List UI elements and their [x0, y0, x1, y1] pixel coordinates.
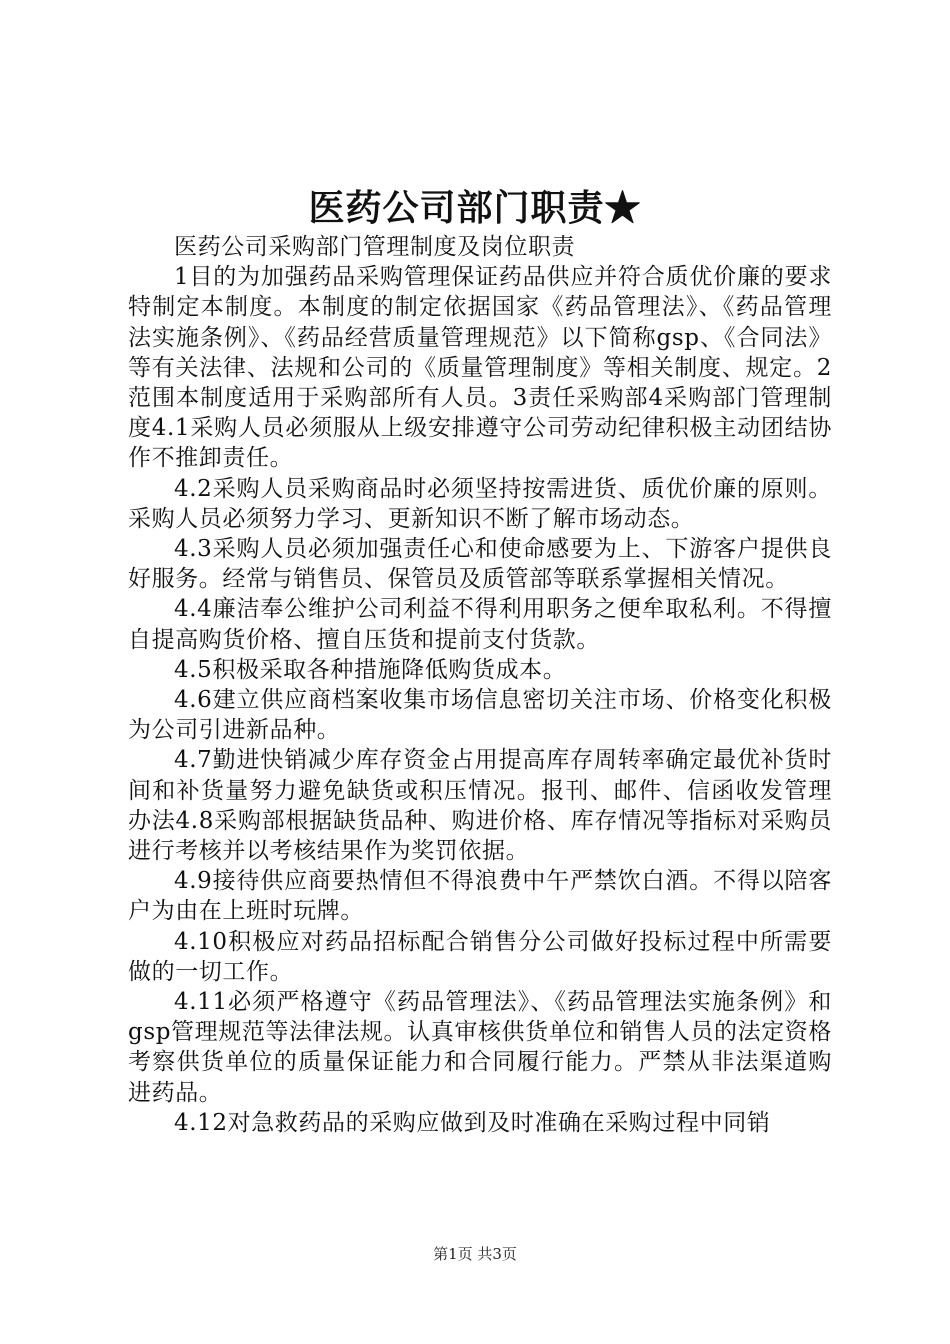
- paragraph-4-6: 4.6建立供应商档案收集市场信息密切关注市场、价格变化积极为公司引进新品种。: [128, 687, 832, 744]
- page-footer: 第1页 共3页: [433, 1245, 517, 1263]
- paragraph-4-9: 4.9接待供应商要热情但不得浪费中午严禁饮白酒。不得以陪客户为由在上班时玩牌。: [128, 868, 832, 925]
- paragraph-4-12: 4.12对急救药品的采购应做到及时准确在采购过程中同销: [174, 1109, 771, 1136]
- paragraph-4-10: 4.10积极应对药品招标配合销售分公司做好投标过程中所需要做的一切工作。: [128, 928, 832, 985]
- paragraph-heading: 医药公司采购部门管理制度及岗位职责: [174, 234, 576, 260]
- paragraph-4-2: 4.2采购人员采购商品时必须坚持按需进货、质优价廉的原则。采购人员必须努力学习、更新知识不断了解市场动态。: [128, 475, 832, 532]
- paragraph-4-5: 4.5积极采取各种措施降低购货成本。: [174, 656, 567, 683]
- document-body: [128, 232, 832, 1138]
- paragraph-4-4: 4.4廉洁奉公维护公司利益不得利用职务之便牟取私利。不得擅自提高购货价格、擅自压货和提前支付货款。: [128, 596, 832, 653]
- paragraph-4-3: 4.3采购人员必须加强责任心和使命感要为上、下游客户提供良好服务。经常与销售员、保管员及质管部等联系掌握相关情况。: [128, 536, 832, 593]
- paragraph-1: 1目的为加强药品采购管理保证药品供应并符合质优价廉的要求特制定本制度。本制度的制定依据国家《药品管理法》、《药品管理法实施条例》、《药品经营质量管理规范》以下简称gsp、《合同法》等有关法律、法规和公司的《质量管理制度》等相关制度、规定。2范围本制度适用于采购部所有人员。3责任采购部4采购部门管理制度4.1采购人员必须服从上级安排遵守公司劳动纪律积极主动团结协作不推卸责任。: [128, 264, 832, 472]
- document-title: 医药公司部门职责★: [308, 187, 642, 229]
- paragraph-4-7: 4.7勤进快销减少库存资金占用提高库存周转率确定最优补货时间和补货量努力避免缺货或积压情况。报刊、邮件、信函收发管理办法4.8采购部根据缺货品种、购进价格、库存情况等指标对采购员进行考核并以考核结果作为奖罚依据。: [128, 747, 832, 865]
- paragraph-4-11: 4.11必须严格遵守《药品管理法》、《药品管理法实施条例》和gsp管理规范等法律法规。认真审核供货单位和销售人员的法定资格考察供货单位的质量保证能力和合同履行能力。严禁从非法渠道购进药品。: [128, 989, 832, 1106]
